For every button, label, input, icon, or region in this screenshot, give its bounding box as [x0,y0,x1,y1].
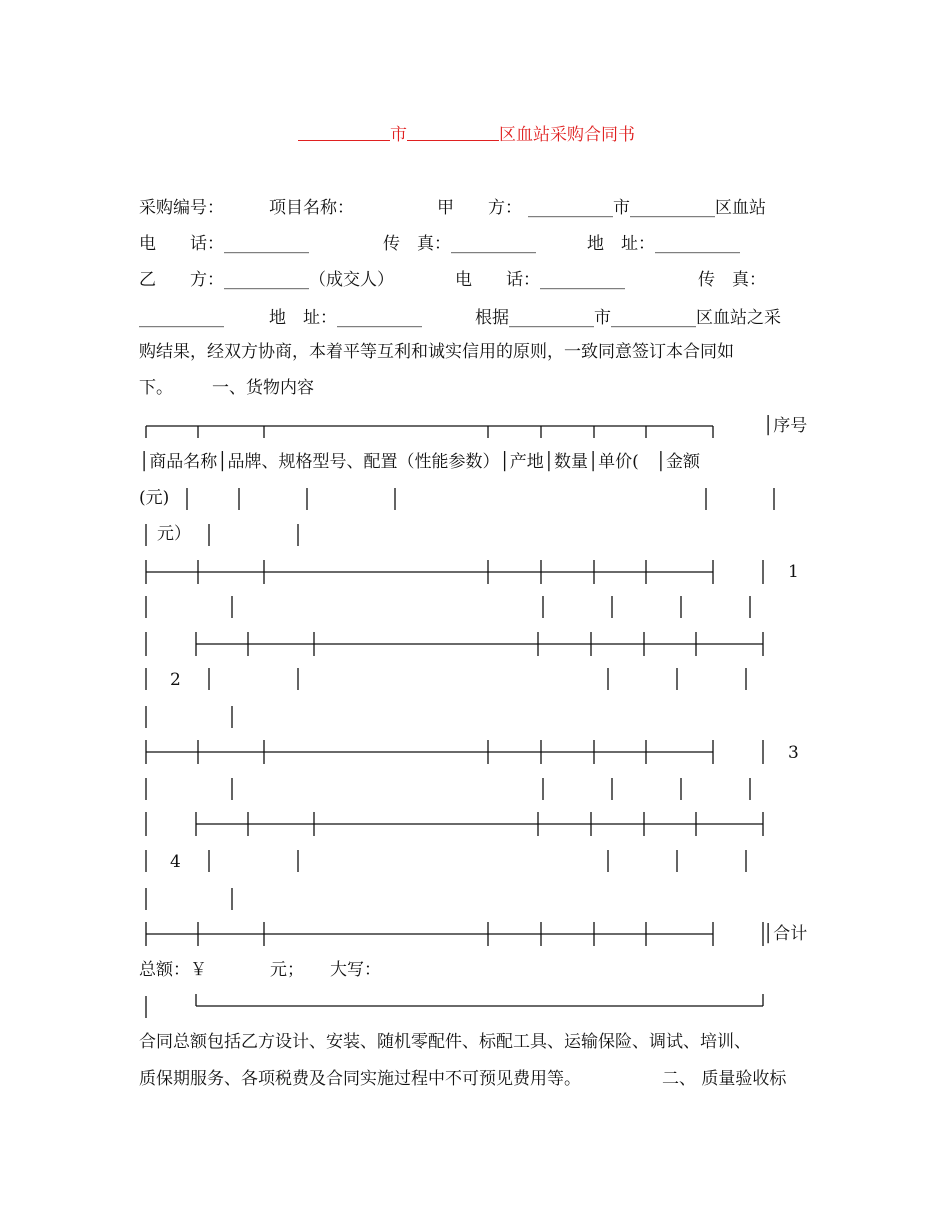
table-row-2-number: 2 [170,670,181,690]
party-b-fax-blank: __________ [139,308,224,328]
project-name-label: 项目名称： [269,198,354,218]
party-b-label: 乙 方：__________（成交人） [139,270,394,290]
purchase-no-label: 采购编号： [139,198,224,218]
contract-total-note: 合同总额包括乙方设计、安装、随机零配件、标配工具、运输保险、调试、培训、 [139,1032,751,1052]
party-a-phone: 电 话：__________ [139,234,309,254]
total-yuan: 元； [270,960,304,980]
party-a-fax: 传 真：__________ [383,234,536,254]
table-unit-a: (元) [139,488,170,508]
basis-text: 根据__________市__________区血站之采 [475,308,781,328]
party-a-address: 地 址：__________ [587,234,740,254]
party-b-address: 地 址：__________ [269,308,422,328]
preamble-end: 下。 [139,378,173,398]
title-text: 区血站采购合同书 [499,125,635,145]
party-b-phone: 电 话：__________ [455,270,625,290]
party-a-label: 甲 方： [437,198,522,218]
party-a-value: __________市__________区血站 [528,198,766,218]
total-capital-label: 大写： [330,960,381,980]
table-row-1-number: 1 [788,562,799,582]
party-b-fax: 传 真： [698,270,766,290]
table-total-label: │合计 [763,924,808,944]
contract-total-note-cont: 质保期服务、各项税费及合同实施过程中不可预见费用等。 [139,1069,581,1089]
preamble-text: 购结果，经双方协商，本着平等互利和诚实信用的原则，一致同意签订本合同如 [139,342,734,362]
section-1-heading: 一、货物内容 [212,378,314,398]
table-seq-header: │序号 [763,416,808,436]
section-2-heading: 二、 质量验收标 [662,1069,787,1089]
table-unit-b: 元） [157,524,191,544]
table-row-3-number: 3 [788,743,799,763]
title-city-suffix: 市 [390,125,407,145]
table-header-row: │商品名称│品牌、规格型号、配置（性能参数）│产地│数量│单价( │金额 [139,452,701,472]
total-amount-label: 总额：￥ [139,960,207,980]
table-row-4-number: 4 [170,852,181,872]
